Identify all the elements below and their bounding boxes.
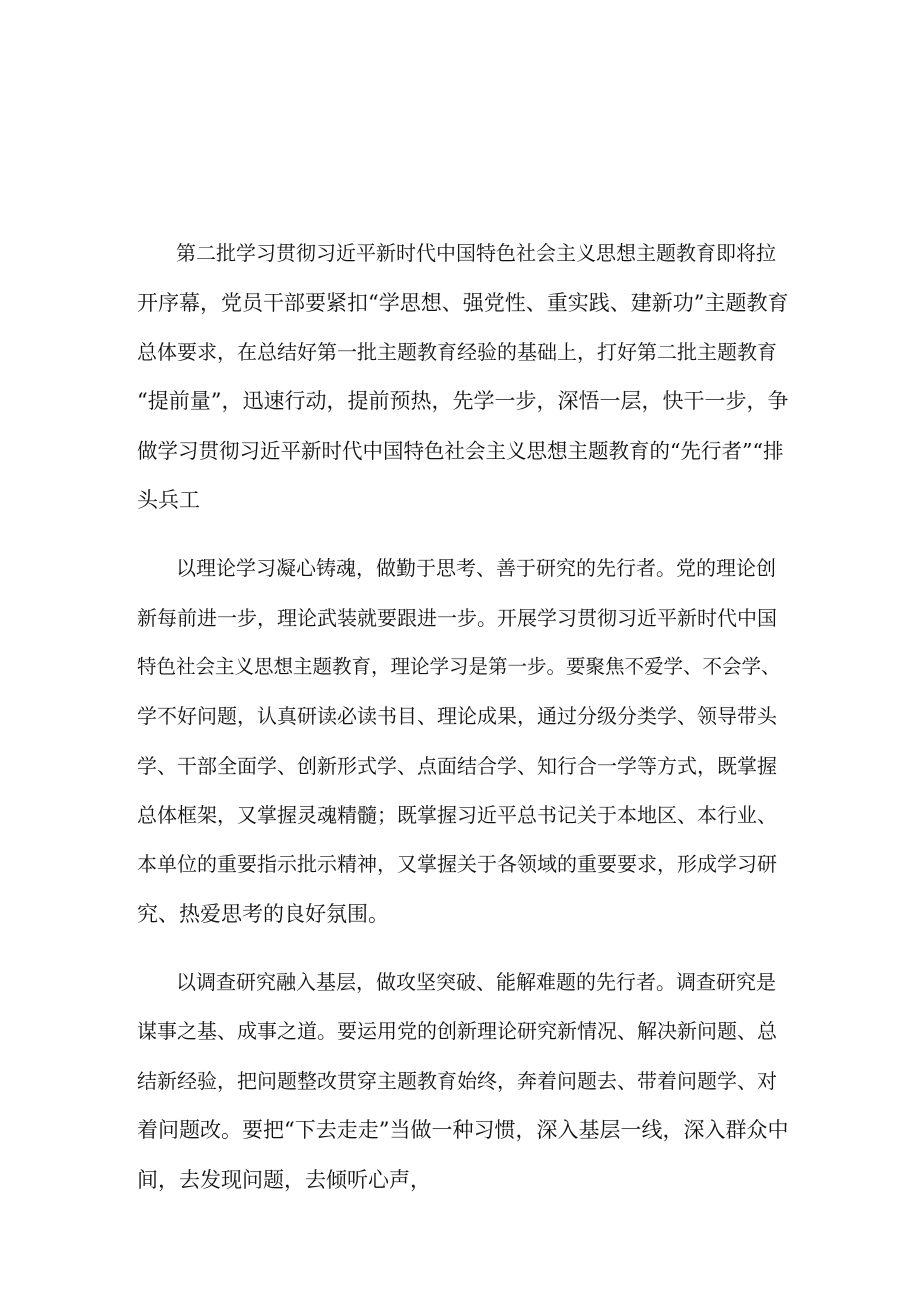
paragraph-1-line-5: 做学习贯彻习近平新时代中国特色社会主义思想主题教育的“先行者”“排 (137, 439, 784, 463)
paragraph-2-line-8: 究、热爱思考的良好氛围。 (137, 902, 389, 926)
paragraph-3-line-3: 结新经验，把问题整改贯穿主题教育始终，奔着问题去、带着问题学、对 (137, 1069, 777, 1093)
paragraph-3-line-4: 着问题改。要把“下去走走”当做一种习惯，深入基层一线，深入群众中 (137, 1118, 789, 1142)
paragraph-2-line-5: 学、干部全面学、创新形式学、点面结合学、知行合一学等方式，既掌握 (137, 754, 777, 778)
paragraph-2-line-6: 总体框架，又掌握灵魂精髓；既掌握习近平总书记关于本地区、本行业、 (137, 803, 777, 827)
paragraph-3-line-1: 以调查研究融入基层，做攻坚突破、能解难题的先行者。调查研究是 (176, 970, 776, 994)
paragraph-1-line-2: 开序幕，党员干部要紧扣“学思想、强党性、重实践、建新功”主题教育 (137, 291, 789, 315)
paragraph-2-line-4: 学不好问题，认真研读必读书目、理论成果，通过分级分类学、领导带头 (137, 704, 777, 728)
paragraph-1-line-6: 头兵工 (137, 488, 200, 512)
paragraph-3-line-5: 间，去发现问题，去倾听心声， (137, 1168, 431, 1192)
paragraph-2-line-2: 新每前进一步，理论武装就要跟进一步。开展学习贯彻习近平新时代中国 (137, 606, 777, 630)
paragraph-1-line-3: 总体要求，在总结好第一批主题教育经验的基础上，打好第二批主题教育 (137, 340, 777, 364)
paragraph-3-line-2: 谋事之基、成事之道。要运用党的创新理论研究新情况、解决新问题、总 (137, 1019, 777, 1043)
paragraph-2-line-3: 特色社会主义思想主题教育，理论学习是第一步。要聚焦不爱学、不会学、 (137, 655, 781, 678)
paragraph-1-line-1: 第二批学习贯彻习近平新时代中国特色社会主义思想主题教育即将拉 (176, 241, 776, 265)
paragraph-1-line-4: “提前量”，迅速行动，提前预热，先学一步，深悟一层，快干一步，争 (137, 389, 789, 413)
paragraph-2-line-7: 本单位的重要指示批示精神，又掌握关于各领域的重要要求，形成学习研 (137, 852, 777, 876)
paragraph-2-line-1: 以理论学习凝心铸魂，做勤于思考、善于研究的先行者。党的理论创 (176, 556, 776, 580)
